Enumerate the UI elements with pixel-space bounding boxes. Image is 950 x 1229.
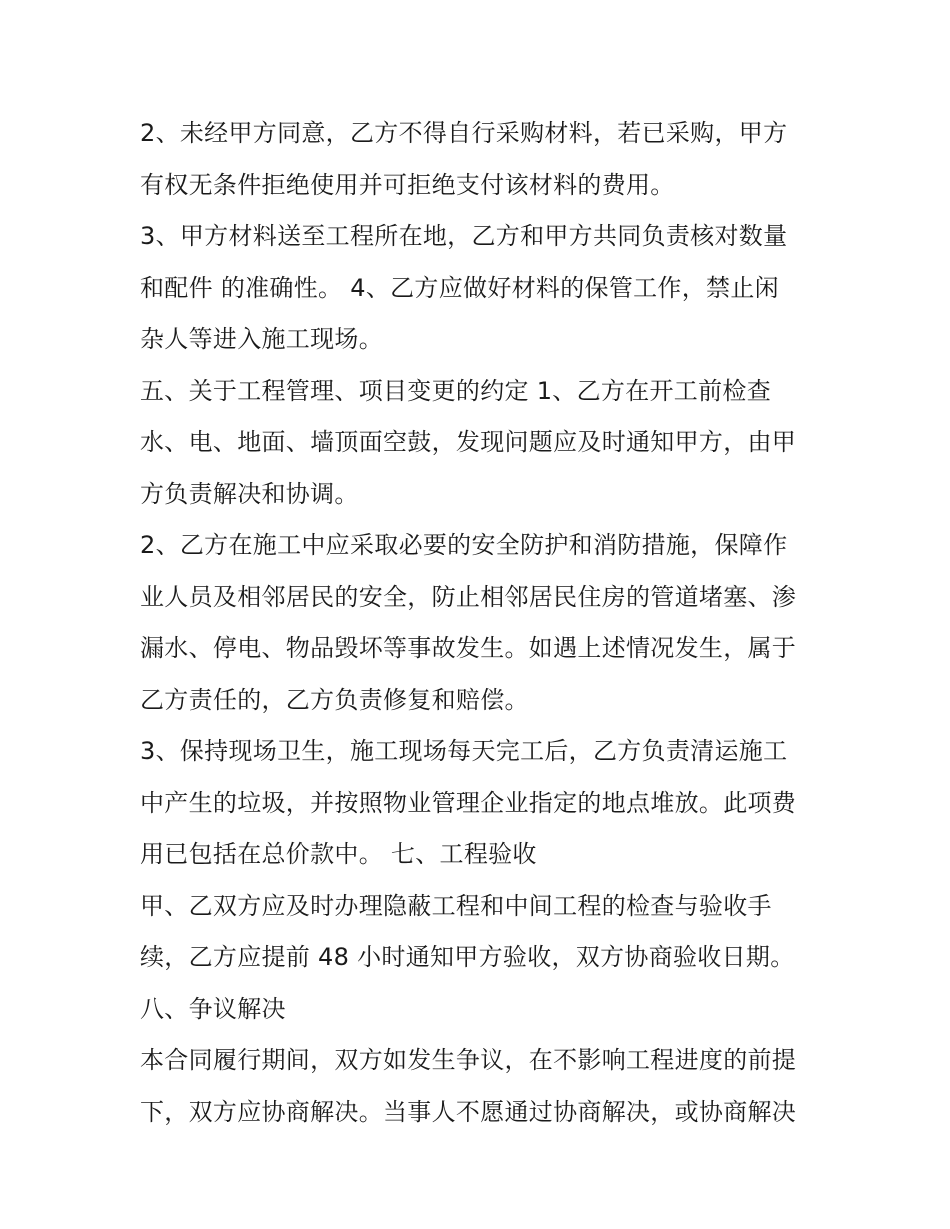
text-line-15: 用已包括在总价款中。 七、工程验收 bbox=[140, 840, 537, 868]
text-line-20: 下，双方应协商解决。当事人不愿通过协商解决，或协商解决 bbox=[140, 1097, 797, 1126]
text-line-08: 方负责解决和协调。 bbox=[140, 479, 359, 508]
text-line-06: 五、关于工程管理、项目变更的约定 1、乙方在开工前检查 bbox=[140, 376, 771, 405]
text-line-01: 2、未经甲方同意，乙方不得自行采购材料，若已采购，甲方 bbox=[140, 119, 788, 147]
text-line-13: 3、保持现场卫生，施工现场每天完工后，乙方负责清运施工 bbox=[140, 737, 788, 765]
text-line-19: 本合同履行期间，双方如发生争议，在不影响工程进度的前提 bbox=[140, 1046, 797, 1074]
text-line-18: 八、争议解决 bbox=[140, 994, 286, 1023]
text-line-16: 甲、乙双方应及时办理隐蔽工程和中间工程的检查与验收手 bbox=[140, 891, 772, 920]
text-line-07: 水、电、地面、墙顶面空鼓，发现问题应及时通知甲方，由甲 bbox=[140, 428, 797, 456]
text-line-12: 乙方责任的，乙方负责修复和赔偿。 bbox=[140, 685, 529, 714]
text-line-10: 业人员及相邻居民的安全，防止相邻居民住房的管道堵塞、渗 bbox=[140, 582, 797, 611]
text-line-03: 3、甲方材料送至工程所在地，乙方和甲方共同负责核对数量 bbox=[140, 222, 788, 250]
text-line-04: 和配件 的准确性。 4、乙方应做好材料的保管工作，禁止闲 bbox=[140, 273, 779, 302]
document-body bbox=[140, 108, 830, 1138]
text-line-09: 2、乙方在施工中应采取必要的安全防护和消防措施，保障作 bbox=[140, 531, 788, 559]
text-line-05: 杂人等进入施工现场。 bbox=[140, 325, 383, 353]
text-line-02: 有权无条件拒绝使用并可拒绝支付该材料的费用。 bbox=[140, 170, 675, 199]
text-line-17: 续，乙方应提前 48 小时通知甲方验收，双方协商验收日期。 bbox=[140, 943, 795, 971]
text-line-14: 中产生的垃圾，并按照物业管理企业指定的地点堆放。此项费 bbox=[140, 788, 797, 817]
text-line-11: 漏水、停电、物品毁坏等事故发生。如遇上述情况发生，属于 bbox=[140, 634, 797, 662]
